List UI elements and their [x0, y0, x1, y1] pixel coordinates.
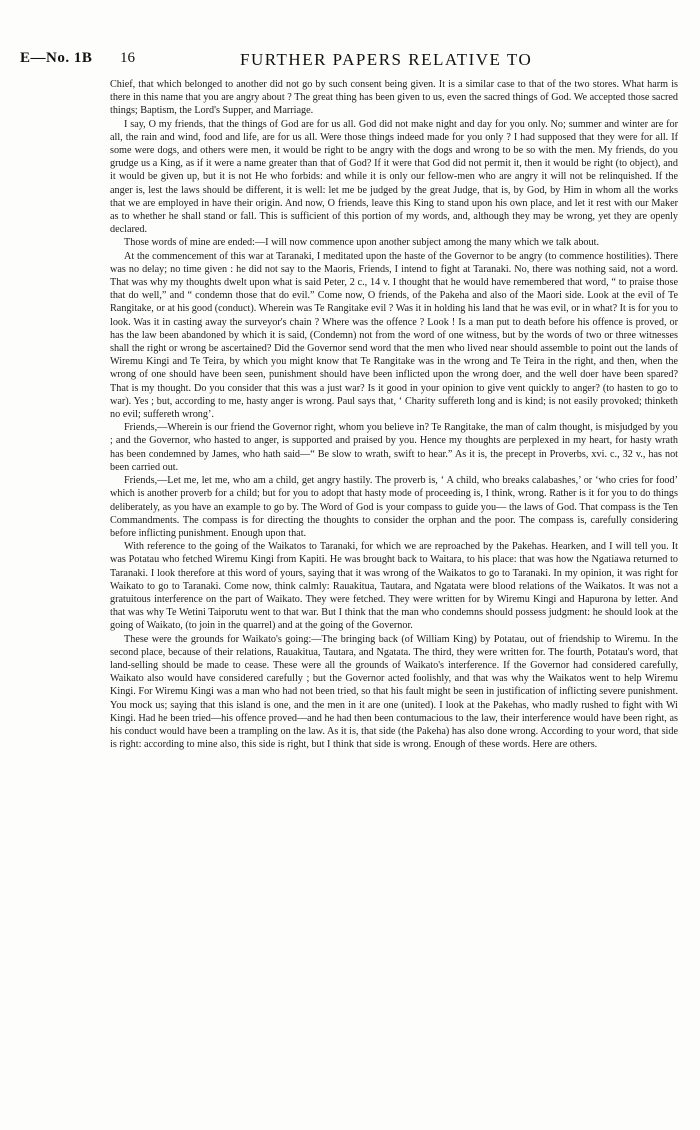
paragraph: I say, O my friends, that the things of God are for us all. God did not make night and day for you only. No; summer and winter are for all, the rain and wind, food and life, are for us all. Were those things indeed made for you only ? I had supposed that they were for all. If some were dogs, and others were men, it would be right to be angry with the dogs and wrong to be so with the men. My friends, do you grudge us a King, as if it were a name greater than that of God? If it were that God did not permit it, then it would be right (to object), and it would be given up, but it is not He who forbids: and while it is only our fellow-men who are angry it will not be relinquished. If the anger is, lest the laws should be different, it is well: let me be judged by the great Judge, that is, by God, by Him in whom all the works that we are employed in have their origin. And now, O friends, leave this King to stand upon his own place, and let it rest with our Maker as to whether he shall stand or fall. This is sufficient of this portion of my words, and, although they may be wrong, yet they are openly declared.: [110, 118, 678, 236]
paragraph: These were the grounds for Waikato's going:—The bringing back (of William King) by Potatau, out of friendship to Wiremu. In the second place, because of their relations, Rauakitua, Tautara, and Ngatata. The third, they were written for. The fourth, Potatau's word, that land-selling should be made to cease. These were all the grounds of Waikato's interference. If the Governor had considered carefully, Waikato also would have considered carefully ; but the Governor acted foolishly, and that was why the Waikatos went to help Wiremu Kingi. For Wiremu Kingi was a man who had not been tried, so that his fault might be seen in justification of inflicting severe punishment. You mock us; saying that this island is one, and the men in it are one (united). I look at the Pakehas, who madly rushed to fight with Wi Kingi. Had he been tried—his offence proved—and he had then been contumacious to the law, their interference would have been right, as his conduct would have been a trampling on the law. As it is, that side (the Pakeha) has also done wrong. According to your word, that side is right: according to mine also, this side is right, but I think that side is wrong. Enough of these words. Here are others.: [110, 633, 678, 751]
running-title: FURTHER PAPERS RELATIVE TO: [240, 50, 533, 69]
page-number: 16: [120, 50, 135, 66]
paragraph: Friends,—Wherein is our friend the Governor right, whom you believe in? Te Rangitake, the man of calm thought, is misjudged by you ; and the Governor, who hasted to anger, is supported and praised by you. Hence my thoughts are perplexed in my heart, for hasty wrath has been condemned by James, who hath said—“ Be slow to wrath, swift to hear.” As it is, the precept in Proverbs, xvi. c., 32 v., has not been carried out.: [110, 422, 678, 473]
document-body: [110, 78, 678, 751]
paragraph: Chief, that which belonged to another did not go by such consent being given. It is a similar case to that of the two stores. What harm is there in this name that you are angry about ? The great thing has been given to us, even the sacred things of God. We accepted those sacred things; Baptism, the Lord's Supper, and Marriage.: [110, 79, 678, 117]
paragraph: Those words of mine are ended:—I will now commence upon another subject among the many which we talk about.: [124, 237, 600, 249]
paragraph: Friends,—Let me, let me, who am a child, get angry hastily. The proverb is, ‘ A child, who breaks calabashes,’ or ‘who cries for food’ which is another proverb for a child; but for you to adopt that hasty mode of proceeding is, I think, wrong. Rather is it for you to do things deliberately, as you have an example to go by. The Word of God is your compass to guide you— the laws of God. That compass is the Ten Commandments. The compass is for directing the thoughts to consider the orphan and the poor. The compass is, carefully considering before inflicting punishment. Enough upon that.: [110, 475, 678, 539]
page-header: [0, 50, 700, 72]
paragraph: With reference to the going of the Waikatos to Taranaki, for which we are reproached by the Pakehas. Hearken, and I will tell you. It was Potatau who fetched Wiremu Kingi from Kapiti. He was brought back to Waitara, to his place: that was how the Ngatiawa returned to Taranaki. I look therefore at this word of yours, saying that it was wrong of the Waikatos to go to Taranaki. In my opinion, it was right for Waikato to go to Taranaki. Come now, think calmly: Rauakitua, Tautara, and Ngatata were blood relations of the Waikatos. It was not a gratuitous interference on the part of Waikato. They were fetched. They were written for by Wiremu Kingi and Hapurona by letter. And that was why Te Wetini Taiporutu went to that war. But I think that the man who condemns should possess judgment: he should look at the going of Waikato, (to join in the quarrel) and at the going of the Governor.: [110, 541, 678, 632]
paragraph: At the commencement of this war at Taranaki, I meditated upon the haste of the Governor to be angry (to commence hostilities). There was no delay; no time given : he did not say to the Maoris, Friends, I intend to fight at Taranaki. No, there was nothing said, not a word. That was why my thoughts dwelt upon what is said Peter, 2 c., 14 v. I thought that he would have remembered that word, “ to praise those that do well,” and “ condemn those that do evil.” Come now, O friends, of the Pakeha and also of the Maori side. Look at the evil of Te Rangitake, or at his good (conduct). Wherein was Te Rangitake evil ? Was it in holding his land that he was evil, or in what? It is for you to look. Was it in casting away the surveyor's chain ? Where was the offence ? Look ! Is a man put to death before his offence is proved, or has the law been abandoned by which it is said, (Condemn) not from the word of one witness, but by the words of two or three witnesses shall the right or wrong be ascertained? Did the Governor send word that the men who lived near should assemble to point out the lands of Wiremu Kingi and Te Teira, by which you might know that Te Rangitake was in the wrong and Te Teira in the right, and then, when the wrong of one should have been seen, punishment should have been inflicted upon the wrong doer, and the well doer have been spared? That is my thought. Do you consider that this was a just war? Is it good in your opinion to give vent quickly to anger? (to hasten to go to war). Yes ; but, according to me, hasty anger is wrong. Paul says that, ‘ Charity suffereth long and is kind; is not easily provoked; thinketh no evil; suffereth wrong’.: [110, 250, 678, 421]
series-number: E—No. 1B: [20, 50, 93, 66]
